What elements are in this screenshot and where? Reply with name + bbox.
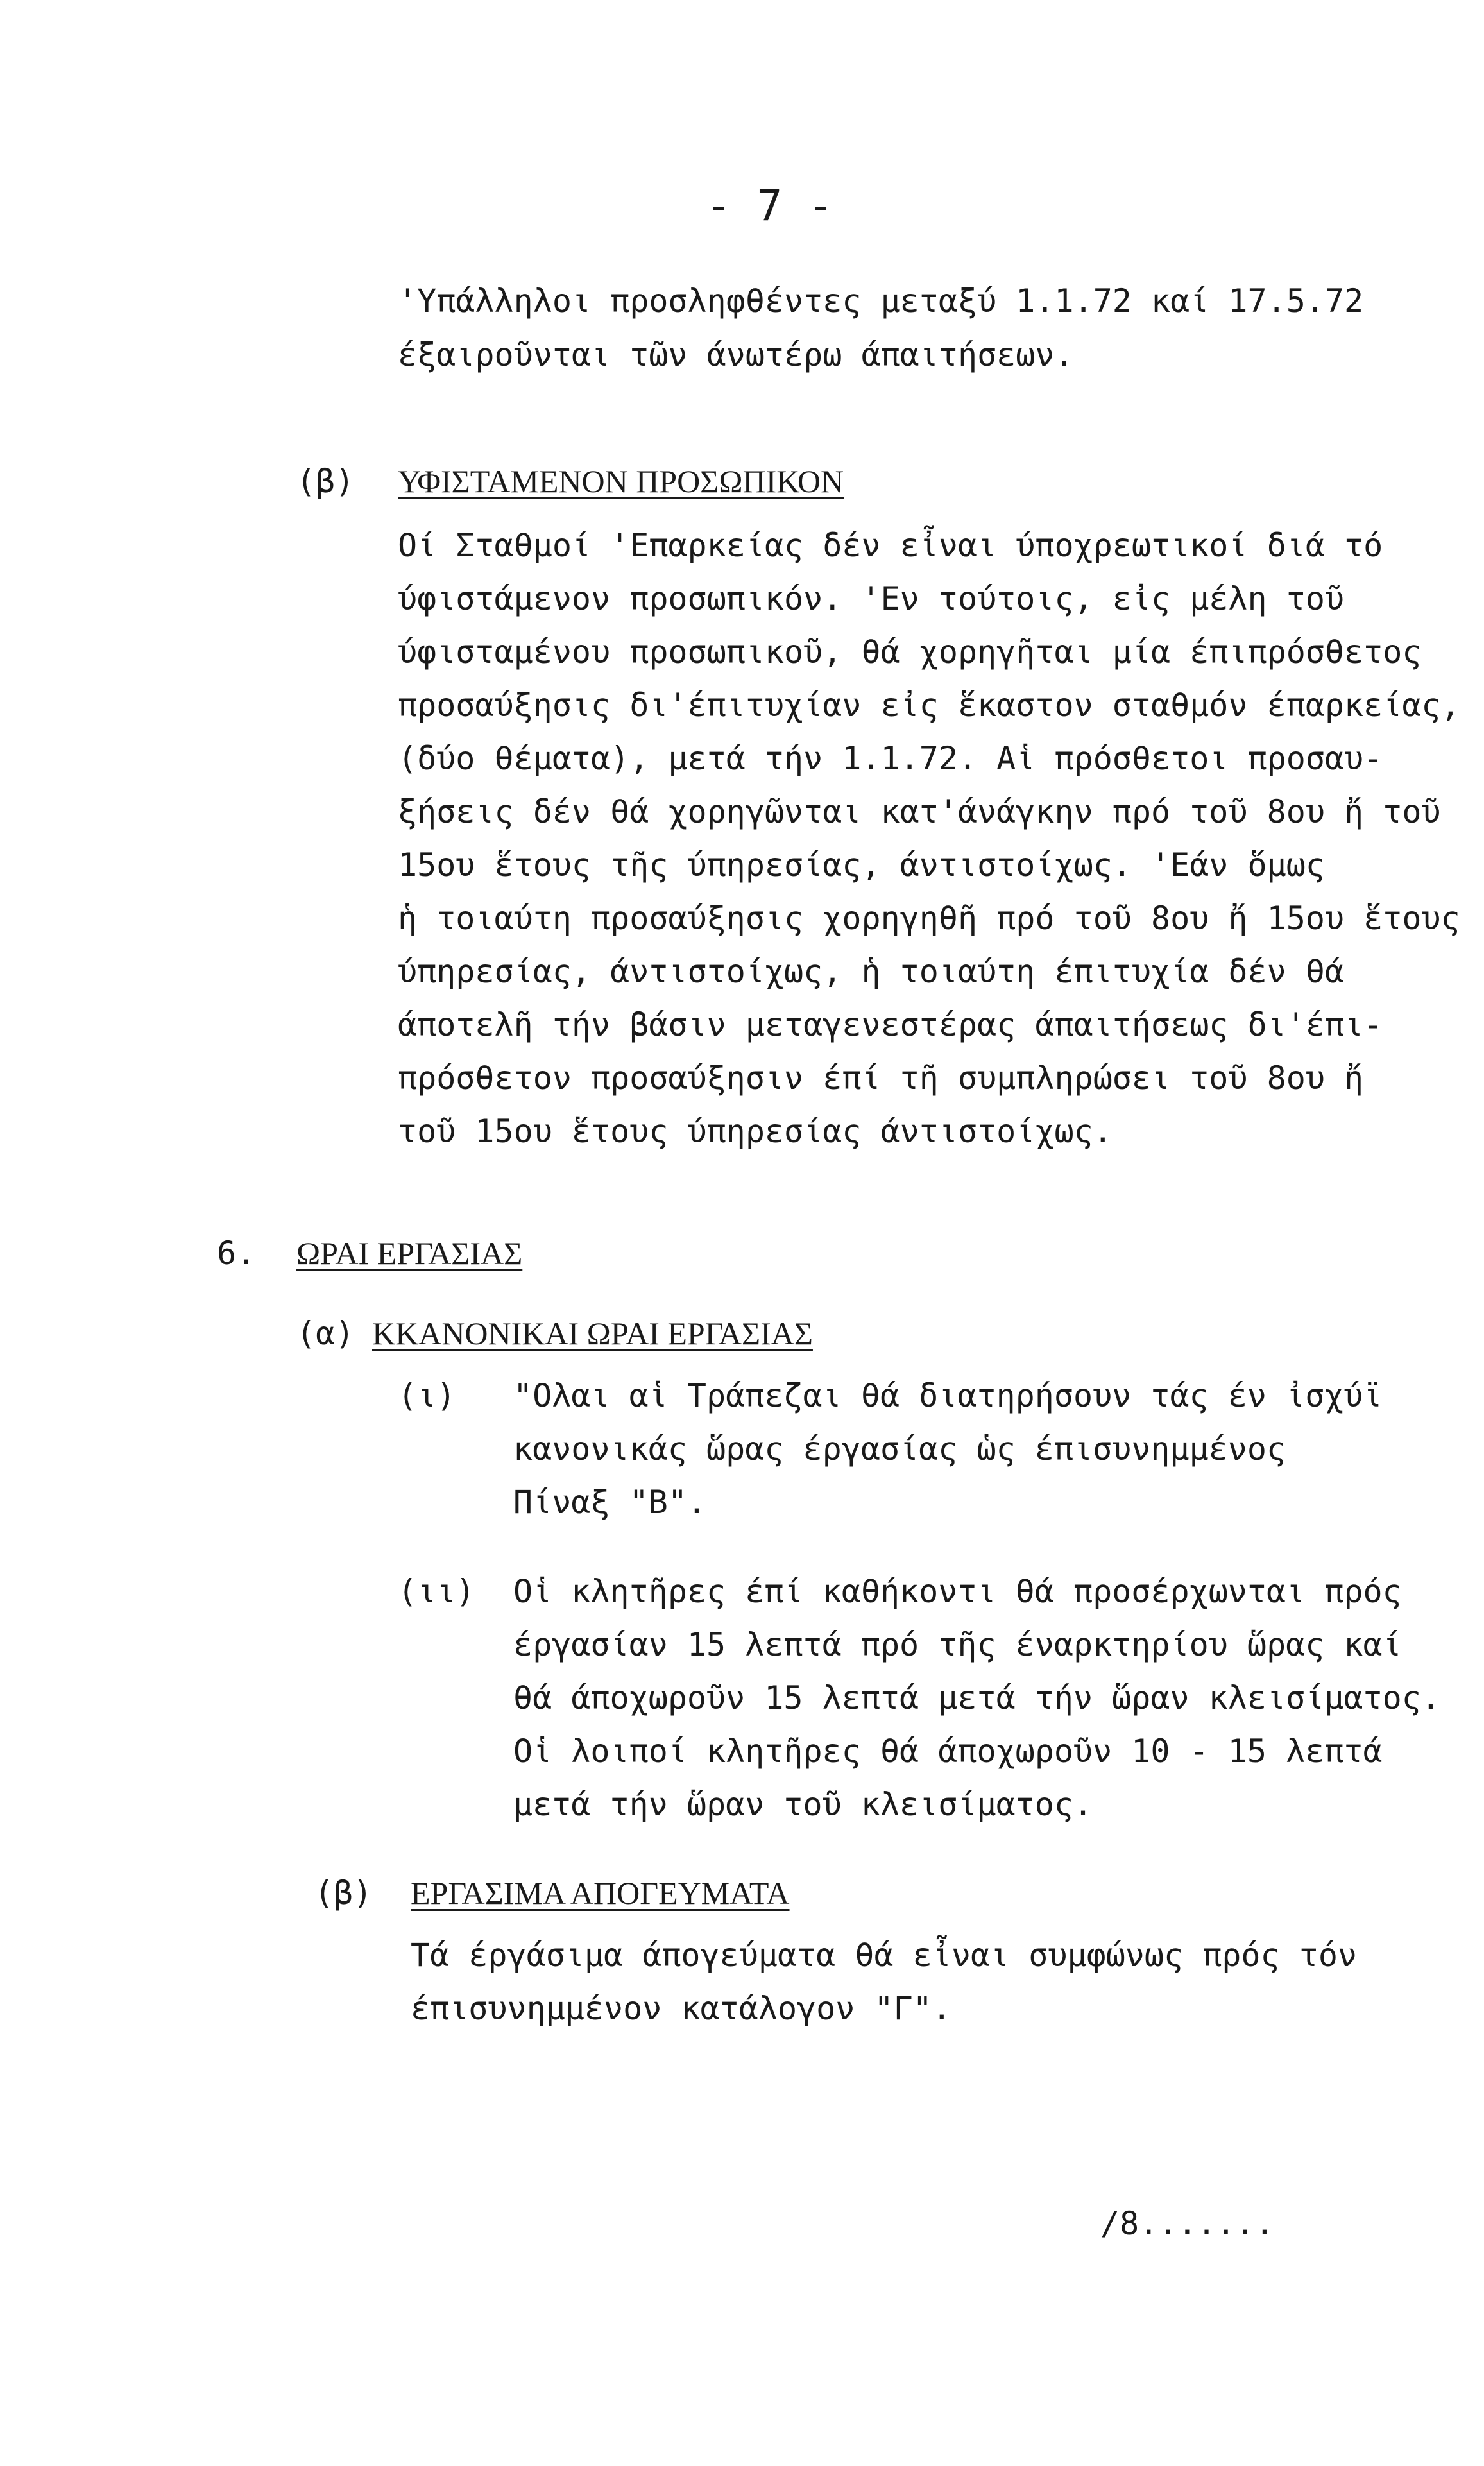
section-beta-line-5: (δύο θέματα), μετά τήν 1.1.72. Αἱ πρόσθετοι προσαυ- (398, 740, 1383, 777)
sub-b-marker: (β) (314, 1874, 373, 1912)
page-number: - 7 - (706, 181, 833, 230)
section-beta-line-3: ύφισταμένου προσωπικοῦ, θά χορηγῆται μία έπιπρόσθετος (398, 633, 1422, 671)
sub-b-line-2: έπισυνημμένον κατάλογον "Γ". (411, 1990, 951, 2027)
continuation-marker: /8....... (1100, 2205, 1274, 2242)
section-beta-heading: ΥΦΙΣΤΑΜΕΝΟΝ ΠΡΟΣΩΠΙΚΟΝ (398, 463, 844, 499)
item-ii-line-3: θά άποχωροῦν 15 λεπτά μετά τήν ὥραν κλεισίματος. (513, 1679, 1440, 1717)
item-i-line-3: Πίναξ "Β". (513, 1484, 707, 1521)
sub-b-heading: ΕΡΓΑΣΙΜΑ ΑΠΟΓΕΥΜΑΤΑ (411, 1875, 790, 1911)
sub-a-marker: (α) (296, 1315, 355, 1352)
item-ii-line-1: Οἱ κλητῆρες έπί καθήκοντι θά προσέρχωνται πρός (513, 1573, 1402, 1610)
section-beta-line-11: πρόσθετον προσαύξησιν έπί τῆ συμπληρώσει τοῦ 8ου ἤ (398, 1059, 1364, 1097)
item-ii-line-2: έργασίαν 15 λεπτά πρό τῆς έναρκτηρίου ὥρας καί (513, 1626, 1402, 1663)
section-beta-line-12: τοῦ 15ου ἕτους ύπηρεσίας άντιστοίχως. (398, 1113, 1113, 1150)
section-beta-marker: (β) (296, 463, 355, 500)
item-i-line-1: "Ολαι αἱ Τράπεζαι θά διατηρήσουν τάς έν ἰσχύϊ (513, 1377, 1383, 1414)
section-beta-line-10: άποτελῆ τήν βάσιν μεταγενεστέρας άπαιτήσεως δι'έπι- (398, 1006, 1383, 1043)
section-beta-line-8: ἡ τοιαύτη προσαύξησις χορηγηθῆ πρό τοῦ 8ου ἤ 15ου ἕτους (398, 900, 1460, 937)
item-i-line-2: κανονικάς ὥρας έργασίας ὡς έπισυνημμένος (513, 1430, 1286, 1468)
item-ii-line-4: Οἱ λοιποί κλητῆρες θά άποχωροῦν 10 - 15 λεπτά (513, 1733, 1383, 1770)
item-ii-marker: (ιι) (398, 1573, 475, 1610)
section-beta-line-6: ξήσεις δέν θά χορηγῶνται κατ'άνάγκην πρό τοῦ 8ου ἤ τοῦ (398, 793, 1441, 830)
section-6-number: 6. (217, 1235, 256, 1272)
sub-a-heading: ΚΚΑΝΟΝΙΚΑΙ ΩΡΑΙ ΕΡΓΑΣΙΑΣ (372, 1315, 813, 1351)
section-beta-line-1: Οί Σταθμοί 'Επαρκείας δέν εἶναι ύποχρεωτικοί διά τό (398, 527, 1383, 564)
intro-line-1: 'Υπάλληλοι προσληφθέντες μεταξύ 1.1.72 καί 17.5.72 (398, 282, 1364, 320)
sub-b-line-1: Τά έργάσιμα άπογεύματα θά εἶναι συμφώνως πρός τόν (411, 1937, 1358, 1974)
item-ii-line-5: μετά τήν ὥραν τοῦ κλεισίματος. (513, 1786, 1093, 1823)
section-6-heading: ΩΡΑΙ ΕΡΓΑΣΙΑΣ (296, 1235, 523, 1271)
section-beta-line-9: ύπηρεσίας, άντιστοίχως, ἡ τοιαύτη έπιτυχία δέν θά (398, 953, 1345, 990)
section-beta-line-2: ύφιστάμενον προσωπικόν. 'Εν τούτοις, εἰς μέλη τοῦ (398, 580, 1345, 617)
section-beta-line-7: 15ου ἕτους τῆς ύπηρεσίας, άντιστοίχως. 'Εάν ὅμως (398, 846, 1325, 884)
item-i-marker: (ι) (398, 1377, 456, 1414)
section-beta-line-4: προσαύξησις δι'έπιτυχίαν εἰς ἕκαστον σταθμόν έπαρκείας, (398, 687, 1460, 724)
intro-line-2: έξαιροῦνται τῶν άνωτέρω άπαιτήσεων. (398, 336, 1074, 373)
